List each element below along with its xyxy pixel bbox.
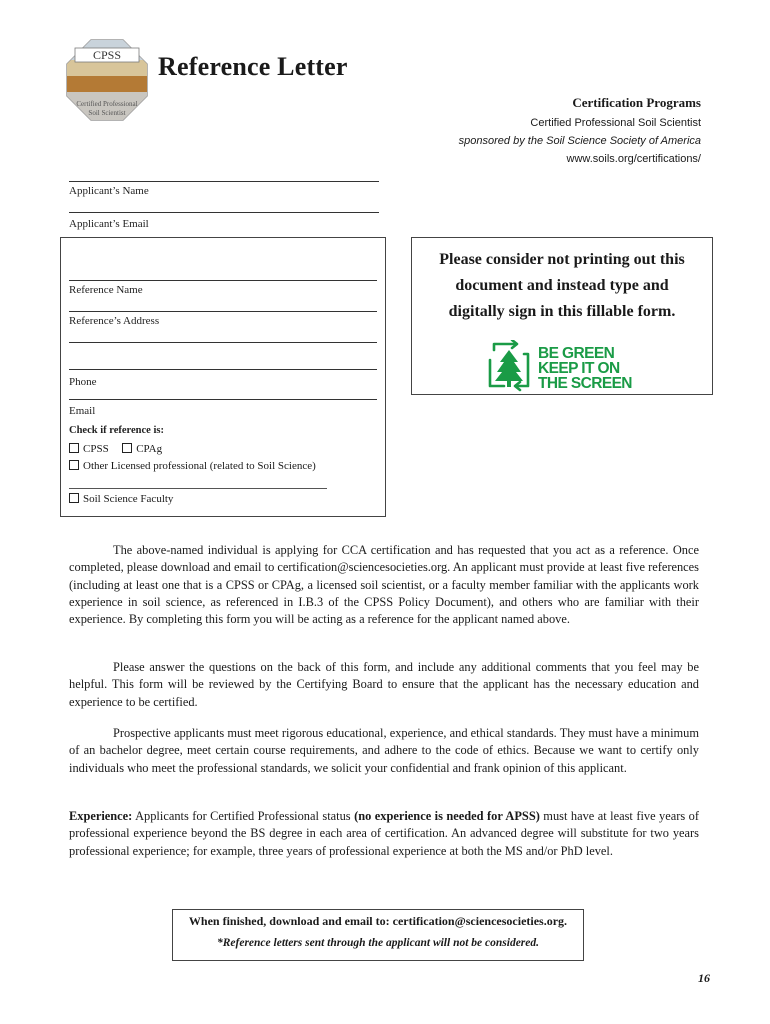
other-label: Other Licensed professional (related to Soil Science) <box>83 460 316 472</box>
reference-box <box>60 237 386 517</box>
paragraph-1-text: The above-named individual is applying for CCA certification and has requested that you act as a reference. Once completed, please download and email to certification@sciencesocieties.org. An applicant must provide at least five references (including at least one that is a CPSS or CPAg, a licensed soil scientist, or a faculty member familiar with the applicants work experience in soil science, as referenced in I.B.3 of the CPSS Policy Document), and others who are familiar with their experience. By completing this form you will be acting as a reference for the applicant named above. <box>69 543 699 627</box>
cpss-label: CPSS <box>83 443 109 455</box>
green-badge-line3: THE SCREEN <box>538 375 632 392</box>
email-field[interactable] <box>69 399 377 400</box>
green-badge-line1: BE GREEN <box>538 345 615 362</box>
applicant-name-label: Applicant’s Name <box>69 185 149 197</box>
paragraph-1 <box>69 542 699 628</box>
phone-field[interactable] <box>69 369 377 370</box>
paragraph-4 <box>69 808 699 860</box>
green-badge-line2: KEEP IT ON <box>538 360 620 377</box>
other-specify-field[interactable] <box>69 488 327 489</box>
program-cert-name: Certified Professional Soil Scientist <box>530 117 701 129</box>
green-message-line2: document and instead type and <box>455 277 669 294</box>
email-label: Email <box>69 405 96 417</box>
other-checkbox-row[interactable] <box>69 460 316 472</box>
paragraph-4-text-a: Applicants for Certified Professional status <box>132 809 355 823</box>
paragraph-4-text-b: must have at least five years of professional experience beyond the BS degree in each area of certification. An advanced degree will substitute for two years professional experience; for example, three years of professional experience at both the MS and/or PhD level. <box>69 809 699 858</box>
faculty-checkbox[interactable] <box>69 493 79 503</box>
reference-name-label: Reference Name <box>69 284 143 296</box>
cpag-checkbox[interactable] <box>122 443 132 453</box>
reference-address-label: Reference’s Address <box>69 315 160 327</box>
paragraph-3 <box>69 725 699 777</box>
faculty-label: Soil Science Faculty <box>83 493 174 505</box>
reference-name-field[interactable] <box>69 280 377 281</box>
green-message-line3: digitally sign in this fillable form. <box>448 303 676 320</box>
logo-badge-text: CPSS <box>92 48 122 62</box>
green-message-line1: Please consider not printing out this <box>439 251 685 268</box>
program-sponsor: sponsored by the Soil Science Society of America <box>458 135 701 147</box>
applicant-name-field[interactable] <box>69 181 379 182</box>
experience-label: Experience: <box>69 809 133 823</box>
cpss-checkbox-row[interactable] <box>69 443 162 455</box>
faculty-checkbox-row[interactable] <box>69 493 173 505</box>
green-notice-message <box>415 247 709 325</box>
page-title: Reference Letter <box>158 52 348 81</box>
finish-instruction: When finished, download and email to: certification@sciencesocieties.org. <box>188 914 568 928</box>
applicant-email-label: Applicant’s Email <box>69 218 149 230</box>
page-number: 16 <box>698 971 710 985</box>
cpss-checkbox[interactable] <box>69 443 79 453</box>
applicant-email-field[interactable] <box>69 212 379 213</box>
phone-label: Phone <box>69 376 97 388</box>
paragraph-3-text: Prospective applicants must meet rigorous educational, experience, and ethical standards. They must have a minimum of an bachelor degree, meet certain course requirements, and adhere to the code of ethics. Because we want to certify only individuals who meet the professional standards, we solicit your confidential and frank opinion of this applicant. <box>69 726 699 775</box>
check-heading: Check if reference is: <box>69 425 164 436</box>
paragraph-2-text: Please answer the questions on the back of this form, and include any additional comments that you feel may be helpful. This form will be reviewed by the Certifying Board to ensure that the applicant has the necessary education and experience to be certified. <box>69 660 699 709</box>
cpag-label: CPAg <box>136 443 163 455</box>
paragraph-2 <box>69 659 699 711</box>
reference-address-field[interactable] <box>69 311 377 312</box>
finish-note: *Reference letters sent through the applicant will not be considered. <box>217 937 539 949</box>
program-url[interactable]: www.soils.org/certifications/ <box>566 153 701 165</box>
other-checkbox[interactable] <box>69 460 79 470</box>
reference-address-line-2[interactable] <box>69 342 377 343</box>
recycle-tree-icon <box>486 340 532 392</box>
program-heading: Certification Programs <box>572 95 701 110</box>
logo-caption-line2: Soil Scientist <box>88 109 126 117</box>
logo-caption <box>58 100 156 118</box>
logo-caption-line1: Certified Professional <box>76 100 138 108</box>
paragraph-4-bold: (no experience is needed for APSS) <box>354 809 540 823</box>
